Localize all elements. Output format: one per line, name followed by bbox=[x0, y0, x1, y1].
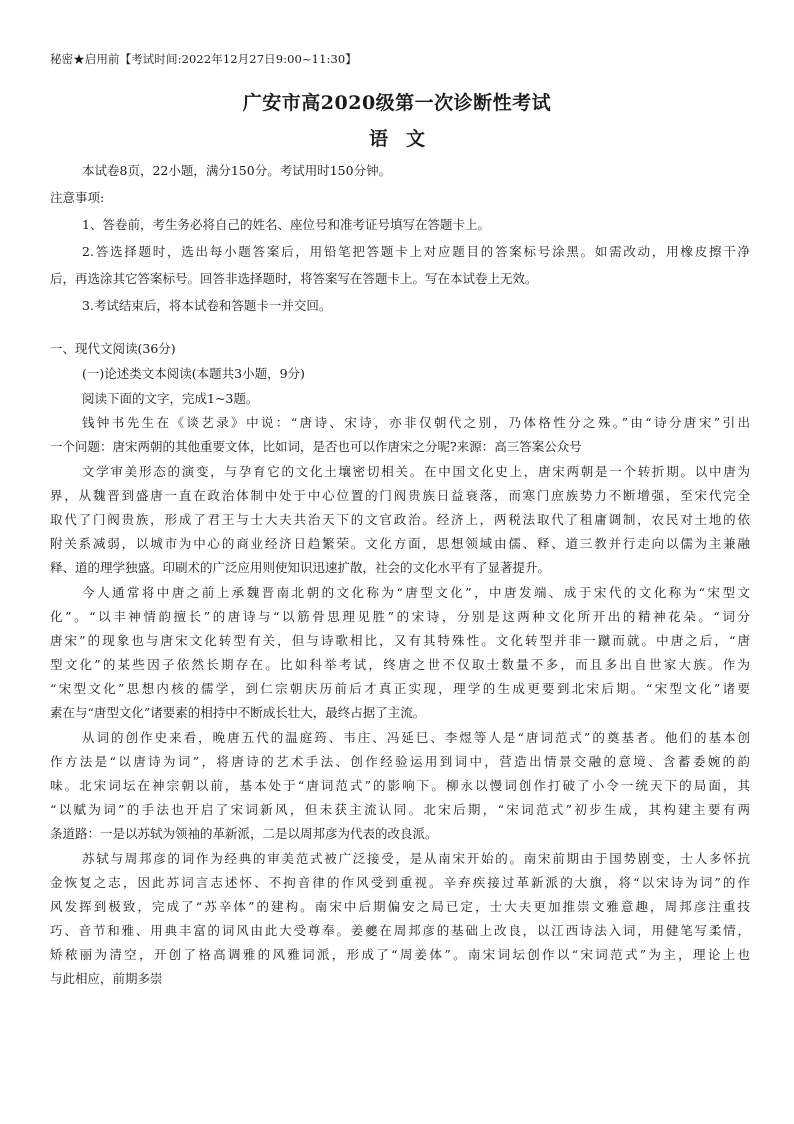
confidential-header: 秘密★启用前【考试时间:2022年12月27日9:00~11:30】 bbox=[50, 52, 357, 66]
sub-section-heading: (一)论述类文本阅读(本题共3小题，9分) bbox=[82, 366, 305, 381]
notice-item-2-line-1: 2.答选择题时，选出每小题答案后，用铅笔把答题卡上对应题目的答案标号涂黑。如需改动，用橡皮擦干净 bbox=[82, 244, 750, 259]
exam-title: 广安市高2020级第一次诊断性考试 bbox=[242, 92, 552, 114]
passage-line: 风发挥到极致，完成了“苏辛体”的建构。南宋中后期偏安之局已定，士大夫更加推崇文雅意趣，周邦彦注重技 bbox=[50, 899, 750, 914]
notice-heading: 注意事项: bbox=[50, 190, 105, 205]
passage-line: 界，从魏晋到盛唐一直在政治体制中处于中心位置的门阀贵族日益衰落，而寒门庶族势力不断增强，至宋代完全 bbox=[50, 488, 750, 503]
passage-line: “宋型文化”思想内核的儒学，到仁宗朝庆历前后才真正实现，理学的生成更要到北宋后期。“宋型文化”诸要 bbox=[50, 681, 750, 696]
passage-line: 矫秾丽为清空，开创了格高调雅的风雅词派，形成了“周姜体”。南宋词坛创作以“宋词范式”为主，理论上也 bbox=[50, 947, 750, 962]
passage-line: 一个问题：唐宋两朝的其他重要文体，比如词，是否也可以作唐宋之分呢?来源：高三答案公众号 bbox=[50, 439, 582, 454]
passage-line: 味。北宋词坛在神宗朝以前，基本处于“唐词范式”的影响下。柳永以慢词创作打破了小令一统天下的局面，其 bbox=[50, 778, 750, 793]
passage-line: 金恢复之志，因此苏词言志述怀、不拘音律的作风受到重视。辛弃疾接过革新派的大旗，将“以宋诗为词”的作 bbox=[50, 875, 750, 890]
passage-line: 文学审美形态的演变，与孕育它的文化土壤密切相关。在中国文化史上，唐宋两朝是一个转折期。以中唐为 bbox=[82, 464, 750, 479]
passage-line: 钱钟书先生在《谈艺录》中说：“唐诗、宋诗，亦非仅朝代之别，乃体格性分之殊。”由“诗分唐宋”引出 bbox=[82, 415, 750, 430]
notice-item-3: 3.考试结束后，将本试卷和答题卡一并交回。 bbox=[82, 298, 332, 313]
notice-item-1: 1、答卷前，考生务必将自己的姓名、座位号和准考证号填写在答题卡上。 bbox=[82, 217, 490, 232]
passage-line: “以赋为词”的手法也开启了宋词新风，但未获主流认同。北宋后期，“宋词范式”初步生成，其构建主要有两 bbox=[50, 802, 750, 817]
passage-line: 型文化”的某些因子依然长期存在。比如科举考试，终唐之世不仅取士数量不多，而且多出自世家大族。作为 bbox=[50, 657, 750, 672]
passage-line: 巧、音节和雅、用典丰富的词风由此大受尊奉。姜夔在周邦彦的基础上改良，以江西诗法入词，用健笔写柔情， bbox=[50, 923, 750, 938]
passage-line: 条道路：一是以苏轼为领袖的革新派，二是以周邦彦为代表的改良派。 bbox=[50, 826, 438, 841]
passage-line: 唐宋”的现象也与唐宋文化转型有关，但与诗歌相比，又有其特殊性。文化转型并非一蹴而就。中唐之后，“唐 bbox=[50, 633, 750, 648]
passage-line: 今人通常将中唐之前上承魏晋南北朝的文化称为“唐型文化”，中唐发端、成于宋代的文化称为“宋型文 bbox=[82, 585, 750, 600]
passage-line: 素在与“唐型文化”诸要素的相持中不断成长壮大，最终占据了主流。 bbox=[50, 705, 426, 720]
passage-line: 作方法是“以唐诗为词”，将唐诗的艺术手法、创作经验运用到词中，营造出情景交融的意境、含蓄委婉的韵 bbox=[50, 754, 750, 769]
passage-line: 苏轼与周邦彦的词作为经典的审美范式被广泛接受，是从南宋开始的。南宋前期由于国势剧变，士人多怀抗 bbox=[82, 851, 750, 866]
passage-line: 取代了门阀贵族，形成了君王与士大夫共治天下的文官政治。经济上，两税法取代了租庸调制，农民对土地的依 bbox=[50, 512, 750, 527]
passage-line: 从词的创作史来看，晚唐五代的温庭筠、韦庄、冯延巳、李煜等人是“唐词范式”的奠基者。他们的基本创 bbox=[82, 730, 750, 745]
subject-title: 语文 bbox=[368, 128, 443, 150]
passage-line: 附关系减弱，以城市为中心的商业经济日趋繁荣。文化方面，思想领域由儒、释、道三教并行走向以儒为主兼融 bbox=[50, 536, 750, 551]
reading-instruction: 阅读下面的文字，完成1~3题。 bbox=[82, 391, 259, 406]
intro-text: 本试卷8页，22小题，满分150分。考试用时150分钟。 bbox=[82, 163, 392, 178]
passage-line: 化”。“以丰神情韵擅长”的唐诗与“以筋骨思理见胜”的宋诗，分别是这两种文化所开出的精神花朵。“词分 bbox=[50, 609, 750, 624]
passage-line: 释、道的理学独盛。印刷术的广泛应用则使知识迅速扩散，社会的文化水平有了显著提升。 bbox=[50, 560, 551, 575]
passage-line: 与此相应，前期多崇 bbox=[50, 971, 163, 986]
section-heading: 一、现代文阅读(36分) bbox=[50, 341, 176, 356]
notice-item-2-line-2: 后，再选涂其它答案标号。回答非选择题时，将答案写在答题卡上。写在本试卷上无效。 bbox=[50, 271, 538, 286]
